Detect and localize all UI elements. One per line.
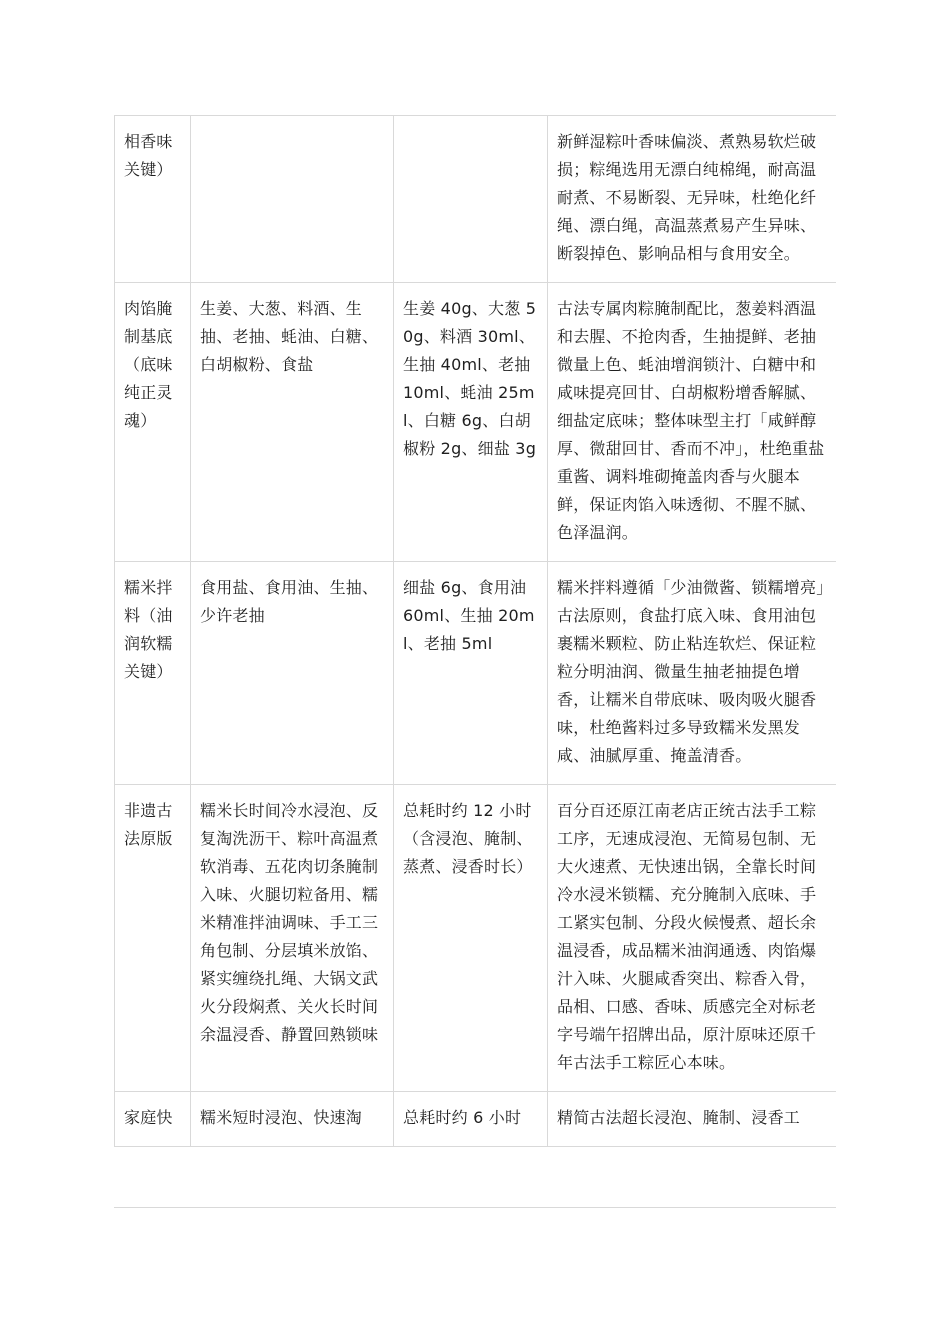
row-ingredients-cell: 食用盐、食用油、生抽、少许老抽 xyxy=(191,562,394,785)
row-notes-cell: 古法专属肉粽腌制配比，葱姜料酒温和去腥、不抢肉香，生抽提鲜、老抽微量上色、蚝油增润锁汁、白糖中和咸味提亮回甘、白胡椒粉增香解腻、细盐定底味；整体味型主打「咸鲜醇厚、微甜回甘、香而不冲」，杜绝重盐重酱、调料堆砌掩盖肉香与火腿本鲜，保证肉馅入味透彻、不腥不腻、色泽温润。 xyxy=(548,283,837,562)
row-category-cell: 家庭快 xyxy=(115,1092,191,1147)
row-category-cell: 肉馅腌制基底（底味纯正灵魂） xyxy=(115,283,191,562)
row-amount-cell: 细盐 6g、食用油 60ml、生抽 20ml、老抽 5ml xyxy=(394,562,548,785)
row-category-cell: 相香味关键） xyxy=(115,116,191,283)
recipe-table xyxy=(114,115,836,1147)
row-ingredients-cell: 生姜、大葱、料酒、生抽、老抽、蚝油、白糖、白胡椒粉、食盐 xyxy=(191,283,394,562)
row-ingredients-cell: 糯米短时浸泡、快速淘 xyxy=(191,1092,394,1147)
row-amount-cell: 总耗时约 6 小时 xyxy=(394,1092,548,1147)
table-row xyxy=(115,562,837,785)
row-notes-cell: 百分百还原江南老店正统古法手工粽工序，无速成浸泡、无简易包制、无大火速煮、无快速出锅，全靠长时间冷水浸米锁糯、充分腌制入底味、手工紧实包制、分段火候慢煮、超长余温浸香，成品糯米油润通透、肉馅爆汁入味、火腿咸香突出、粽香入骨，品相、口感、香味、质感完全对标老字号端午招牌出品，原汁原味还原千年古法手工粽匠心本味。 xyxy=(548,785,837,1092)
row-amount-cell: 生姜 40g、大葱 50g、料酒 30ml、生抽 40ml、老抽 10ml、蚝油 25ml、白糖 6g、白胡椒粉 2g、细盐 3g xyxy=(394,283,548,562)
table-row xyxy=(115,116,837,283)
row-ingredients-cell: 糯米长时间冷水浸泡、反复淘洗沥干、粽叶高温煮软消毒、五花肉切条腌制入味、火腿切粒备用、糯米精准拌油调味、手工三角包制、分层填米放馅、紧实缠绕扎绳、大锅文武火分段焖煮、关火长时间余温浸香、静置回熟锁味 xyxy=(191,785,394,1092)
row-category-cell: 糯米拌料（油润软糯关键） xyxy=(115,562,191,785)
table-viewport xyxy=(114,115,836,1208)
table-row xyxy=(115,785,837,1092)
row-category-cell: 非遗古法原版 xyxy=(115,785,191,1092)
row-amount-cell: 总耗时约 12 小时（含浸泡、腌制、蒸煮、浸香时长） xyxy=(394,785,548,1092)
table-row xyxy=(115,1092,837,1147)
row-notes-cell: 新鲜湿粽叶香味偏淡、煮熟易软烂破损；粽绳选用无漂白纯棉绳，耐高温耐煮、不易断裂、无异味，杜绝化纤绳、漂白绳，高温蒸煮易产生异味、断裂掉色、影响品相与食用安全。 xyxy=(548,116,837,283)
row-notes-cell: 糯米拌料遵循「少油微酱、锁糯增亮」古法原则，食盐打底入味、食用油包裹糯米颗粒、防止粘连软烂、保证粒粒分明油润、微量生抽老抽提色增香，让糯米自带底味、吸肉吸火腿香味，杜绝酱料过多导致糯米发黑发咸、油腻厚重、掩盖清香。 xyxy=(548,562,837,785)
table-row xyxy=(115,283,837,562)
row-amount-cell xyxy=(394,116,548,283)
row-ingredients-cell xyxy=(191,116,394,283)
row-notes-cell: 精简古法超长浸泡、腌制、浸香工 xyxy=(548,1092,837,1147)
